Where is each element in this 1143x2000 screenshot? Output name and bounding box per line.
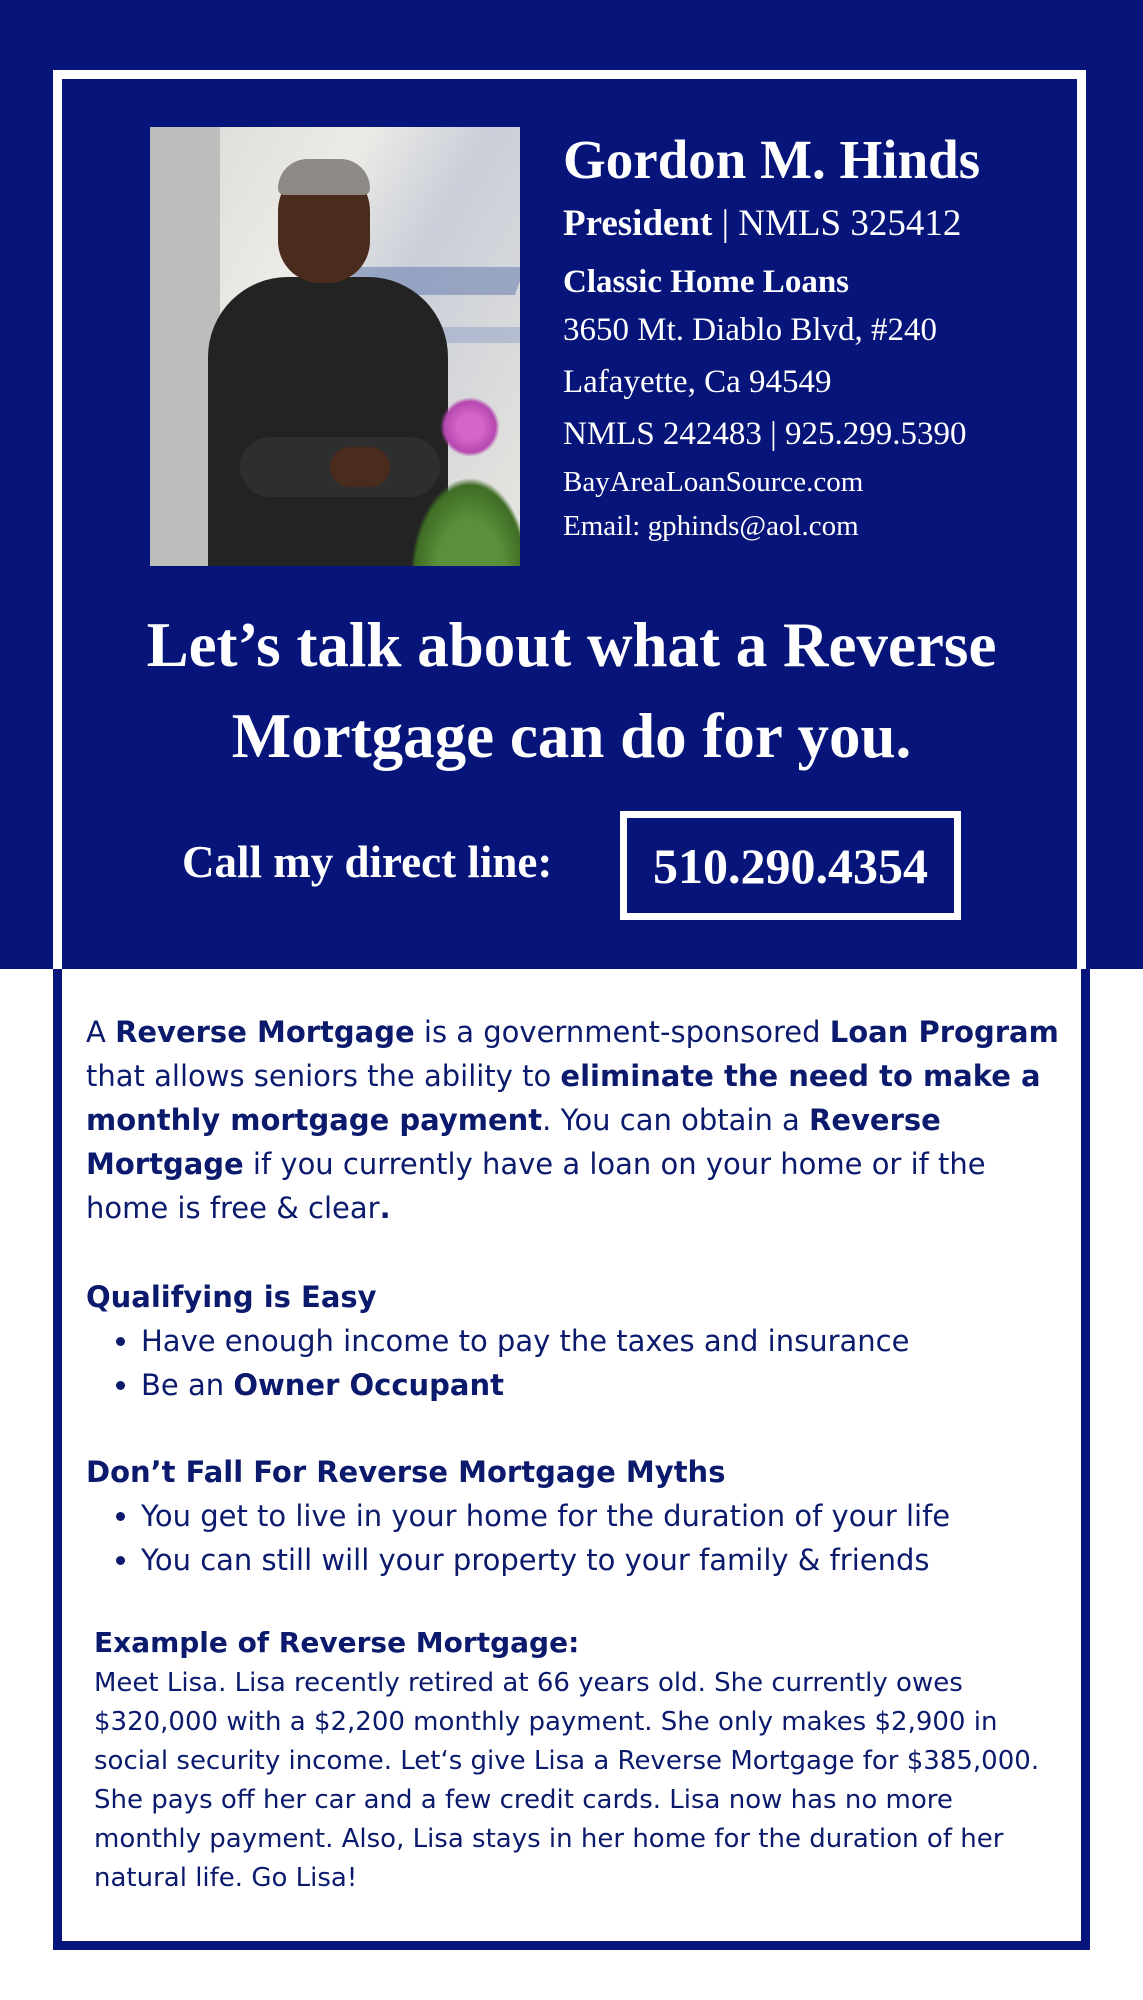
headline [80,600,1063,782]
intro-bold-4: Reverse Mortgage [86,1103,941,1181]
call-label: Call my direct line: [182,837,553,887]
intro-text-4: . You can obtain a [542,1103,810,1137]
website-link[interactable]: BayAreaLoanSource.com [563,466,864,498]
address-line-2: Lafayette, Ca 94549 [563,364,832,400]
myths-item-1: You get to live in your home for the duration of your life [141,1499,951,1533]
myths-section [86,1450,950,1582]
email-link[interactable]: Email: gphinds@aol.com [563,510,859,542]
main-content [86,1010,1066,1893]
title-separator: | [712,203,739,244]
company-name: Classic Home Loans [563,264,850,300]
qualifying-title: Qualifying is Easy [86,1280,377,1314]
intro-bold-5: . [379,1191,391,1225]
agent-nmls: NMLS 325412 [738,203,962,244]
intro-bold-3: eliminate the need to make a monthly mortgage payment [86,1059,1041,1137]
qualifying-item-2-prefix: Be an [141,1368,234,1402]
intro-bold-2: Loan Program [829,1015,1059,1049]
qualifying-item-2-bold: Owner Occupant [233,1368,504,1402]
qualifying-section [86,1275,909,1407]
frame-left-border [53,70,62,969]
agent-title [563,198,980,250]
intro-paragraph [86,1010,1066,1230]
intro-text-5: if you currently have a loan on your home or if the home is free & clear [86,1147,986,1225]
company-nmls-phone: NMLS 242483 | 925.299.5390 [563,416,967,452]
myths-item-2: You can still will your property to your family & friends [141,1543,930,1577]
qualifying-list [86,1319,909,1407]
list-item [141,1494,950,1538]
contact-card [563,122,980,548]
intro-text-3: that allows seniors the ability to [86,1059,561,1093]
frame-top-border [53,70,1086,79]
example-text: Meet Lisa. Lisa recently retired at 66 years old. She currently owes $320,000 with a $2,200 monthly payment. She only makes $2,900 in social security income. Let‘s give Lisa a Reverse Mortgage for $385,000. She pays off her car and a few credit cards. Lisa now has no more monthly payment. Also, Lisa stays in her home for the duration of her natural life. Go Lisa! [94,1668,1040,1893]
myths-list [86,1494,950,1582]
frame-right-border [1077,70,1086,969]
direct-phone-number[interactable]: 510.290.4354 [653,837,928,894]
list-item [141,1319,909,1363]
example-section [94,1622,1054,1898]
list-item [141,1363,909,1407]
agent-name: Gordon M. Hinds [563,129,981,190]
intro-text-2: is a government-sponsored [414,1015,830,1049]
headline-line-1: Let’s talk about what a Reverse [146,610,997,680]
headline-line-2: Mortgage can do for you. [231,701,912,771]
qualifying-item-1: Have enough income to pay the taxes and insurance [141,1324,910,1358]
intro-text-1: A [86,1015,116,1049]
direct-phone-box[interactable] [620,811,961,920]
agent-photo [150,127,520,566]
list-item [141,1538,950,1582]
address-line-1: 3650 Mt. Diablo Blvd, #240 [563,312,938,348]
agent-role: President [563,203,713,244]
example-title: Example of Reverse Mortgage: [94,1626,580,1659]
myths-title: Don’t Fall For Reverse Mortgage Myths [86,1455,726,1489]
intro-bold-1: Reverse Mortgage [115,1015,415,1049]
